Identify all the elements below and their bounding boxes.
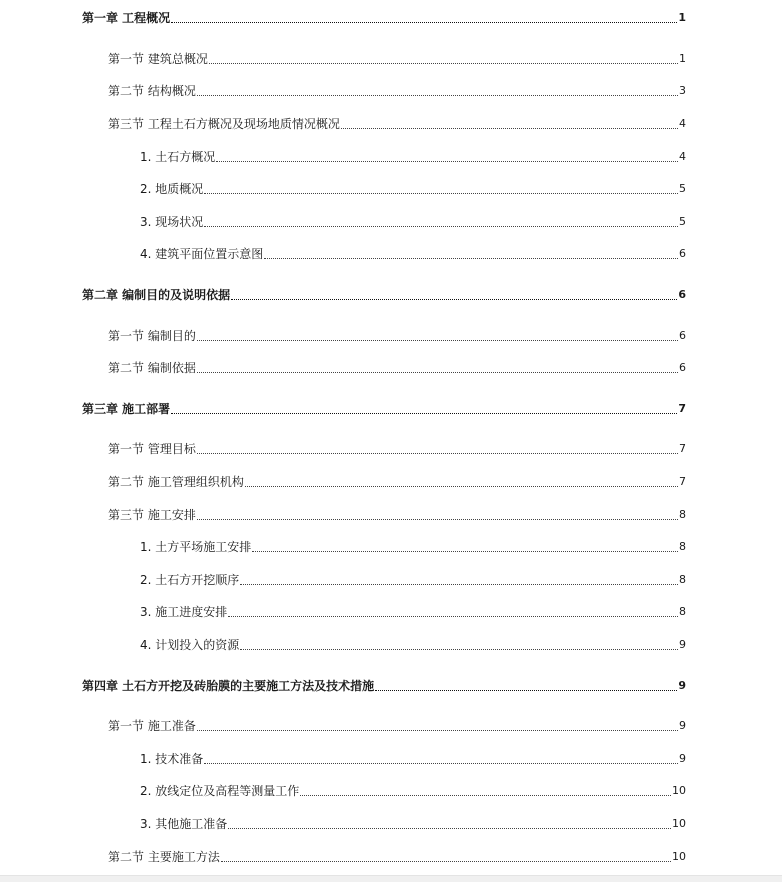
- toc-leader-dots: [197, 729, 678, 731]
- toc-entry-title: 第二节 结构概况: [108, 84, 196, 98]
- toc-leader-dots: [264, 257, 678, 259]
- toc-page-number: 3: [679, 84, 686, 97]
- toc-entry-title: 2. 地质概况: [140, 182, 204, 196]
- toc-entry-subsection[interactable]: [140, 572, 686, 588]
- toc-entry-chapter[interactable]: [82, 678, 686, 694]
- toc-entry-section[interactable]: [108, 849, 686, 865]
- toc-leader-dots: [197, 452, 678, 454]
- toc-leader-dots: [171, 412, 677, 414]
- toc-entry-subsection[interactable]: [140, 181, 686, 197]
- toc-entry-title: 3. 现场状况: [140, 215, 204, 229]
- toc-page-number: 7: [679, 442, 686, 455]
- toc-leader-dots: [221, 860, 671, 862]
- toc-page-number: 4: [679, 117, 686, 130]
- toc-leader-dots: [240, 648, 678, 650]
- window-bottom-edge: [0, 875, 782, 882]
- toc-entry-section[interactable]: [108, 328, 686, 344]
- toc-entry-title: 1. 土石方概况: [140, 150, 216, 164]
- toc-leader-dots: [228, 615, 678, 617]
- toc-entry-title: 第四章 土石方开挖及砖胎膜的主要施工方法及技术措施: [82, 679, 375, 693]
- toc-page-number: 8: [679, 573, 686, 586]
- toc-leader-dots: [171, 21, 677, 23]
- toc-leader-dots: [216, 160, 678, 162]
- toc-page-number: 1: [679, 52, 686, 65]
- toc-leader-dots: [240, 583, 678, 585]
- toc-entry-title: 第二节 主要施工方法: [108, 850, 220, 864]
- toc-entry-title: 第二章 编制目的及说明依据: [82, 288, 231, 302]
- toc-entry-title: 第一节 建筑总概况: [108, 52, 208, 66]
- toc-entry-title: 第二节 编制依据: [108, 361, 196, 375]
- toc-entry-title: 第三节 施工安排: [108, 508, 196, 522]
- toc-leader-dots: [197, 518, 678, 520]
- toc-page-number: 5: [679, 182, 686, 195]
- toc-leader-dots: [375, 689, 677, 691]
- toc-page-number: 7: [678, 402, 686, 415]
- toc-leader-dots: [204, 762, 678, 764]
- toc-entry-subsection[interactable]: [140, 783, 686, 799]
- toc-entry-title: 第三章 施工部署: [82, 402, 171, 416]
- toc-entry-title: 4. 计划投入的资源: [140, 638, 240, 652]
- toc-entry-section[interactable]: [108, 51, 686, 67]
- toc-leader-dots: [197, 94, 678, 96]
- toc-entry-section[interactable]: [108, 83, 686, 99]
- toc-entry-title: 3. 施工进度安排: [140, 605, 228, 619]
- toc-page-number: 7: [679, 475, 686, 488]
- toc-entry-subsection[interactable]: [140, 751, 686, 767]
- toc-page-number: 6: [679, 329, 686, 342]
- toc-entry-title: 第一节 管理目标: [108, 442, 196, 456]
- toc-leader-dots: [245, 485, 678, 487]
- toc-leader-dots: [197, 371, 678, 373]
- toc-entry-subsection[interactable]: [140, 637, 686, 653]
- toc-entry-title: 1. 土方平场施工安排: [140, 540, 252, 554]
- toc-page-number: 10: [672, 850, 686, 863]
- toc-page-number: 8: [679, 508, 686, 521]
- toc-entry-title: 3. 其他施工准备: [140, 817, 228, 831]
- toc-entry-title: 2. 放线定位及高程等测量工作: [140, 784, 300, 798]
- toc-leader-dots: [300, 794, 671, 796]
- toc-page-number: 6: [679, 247, 686, 260]
- toc-entry-section[interactable]: [108, 360, 686, 376]
- toc-page-number: 9: [679, 719, 686, 732]
- toc-entry-section[interactable]: [108, 718, 686, 734]
- toc-entry-title: 4. 建筑平面位置示意图: [140, 247, 264, 261]
- toc-page-number: 10: [672, 817, 686, 830]
- toc-entry-title: 第一节 施工准备: [108, 719, 196, 733]
- toc-entry-subsection[interactable]: [140, 604, 686, 620]
- toc-entry-section[interactable]: [108, 474, 686, 490]
- toc-leader-dots: [228, 827, 671, 829]
- toc-entry-title: 第一章 工程概况: [82, 11, 171, 25]
- toc-page-number: 1: [678, 11, 686, 24]
- toc-page-number: 10: [672, 784, 686, 797]
- toc-entry-subsection[interactable]: [140, 539, 686, 555]
- toc-page-number: 8: [679, 605, 686, 618]
- toc-entry-title: 第三节 工程土石方概况及现场地质情况概况: [108, 117, 340, 131]
- toc-leader-dots: [209, 62, 678, 64]
- toc-entry-chapter[interactable]: [82, 287, 686, 303]
- toc-entry-chapter[interactable]: [82, 401, 686, 417]
- toc-entry-title: 2. 土石方开挖顺序: [140, 573, 240, 587]
- toc-entry-section[interactable]: [108, 441, 686, 457]
- toc-entry-title: 1. 技术准备: [140, 752, 204, 766]
- toc-page-number: 6: [678, 288, 686, 301]
- toc-entry-title: 第二节 施工管理组织机构: [108, 475, 244, 489]
- toc-entry-section[interactable]: [108, 116, 686, 132]
- toc-page-number: 8: [679, 540, 686, 553]
- toc-page-number: 4: [679, 150, 686, 163]
- toc-entry-chapter[interactable]: [82, 10, 686, 26]
- toc-leader-dots: [231, 298, 677, 300]
- toc-entry-subsection[interactable]: [140, 246, 686, 262]
- toc-entry-section[interactable]: [108, 507, 686, 523]
- toc-entry-subsection[interactable]: [140, 816, 686, 832]
- toc-leader-dots: [204, 192, 678, 194]
- toc-entry-subsection[interactable]: [140, 214, 686, 230]
- toc-entry-title: 第一节 编制目的: [108, 329, 196, 343]
- toc-page-number: 5: [679, 215, 686, 228]
- toc-leader-dots: [252, 550, 678, 552]
- toc-leader-dots: [204, 225, 678, 227]
- toc-leader-dots: [341, 127, 678, 129]
- toc-page-number: 9: [679, 752, 686, 765]
- toc-leader-dots: [197, 339, 678, 341]
- toc-entry-subsection[interactable]: [140, 149, 686, 165]
- toc-page-number: 9: [678, 679, 686, 692]
- toc-page-number: 6: [679, 361, 686, 374]
- toc-page-number: 9: [679, 638, 686, 651]
